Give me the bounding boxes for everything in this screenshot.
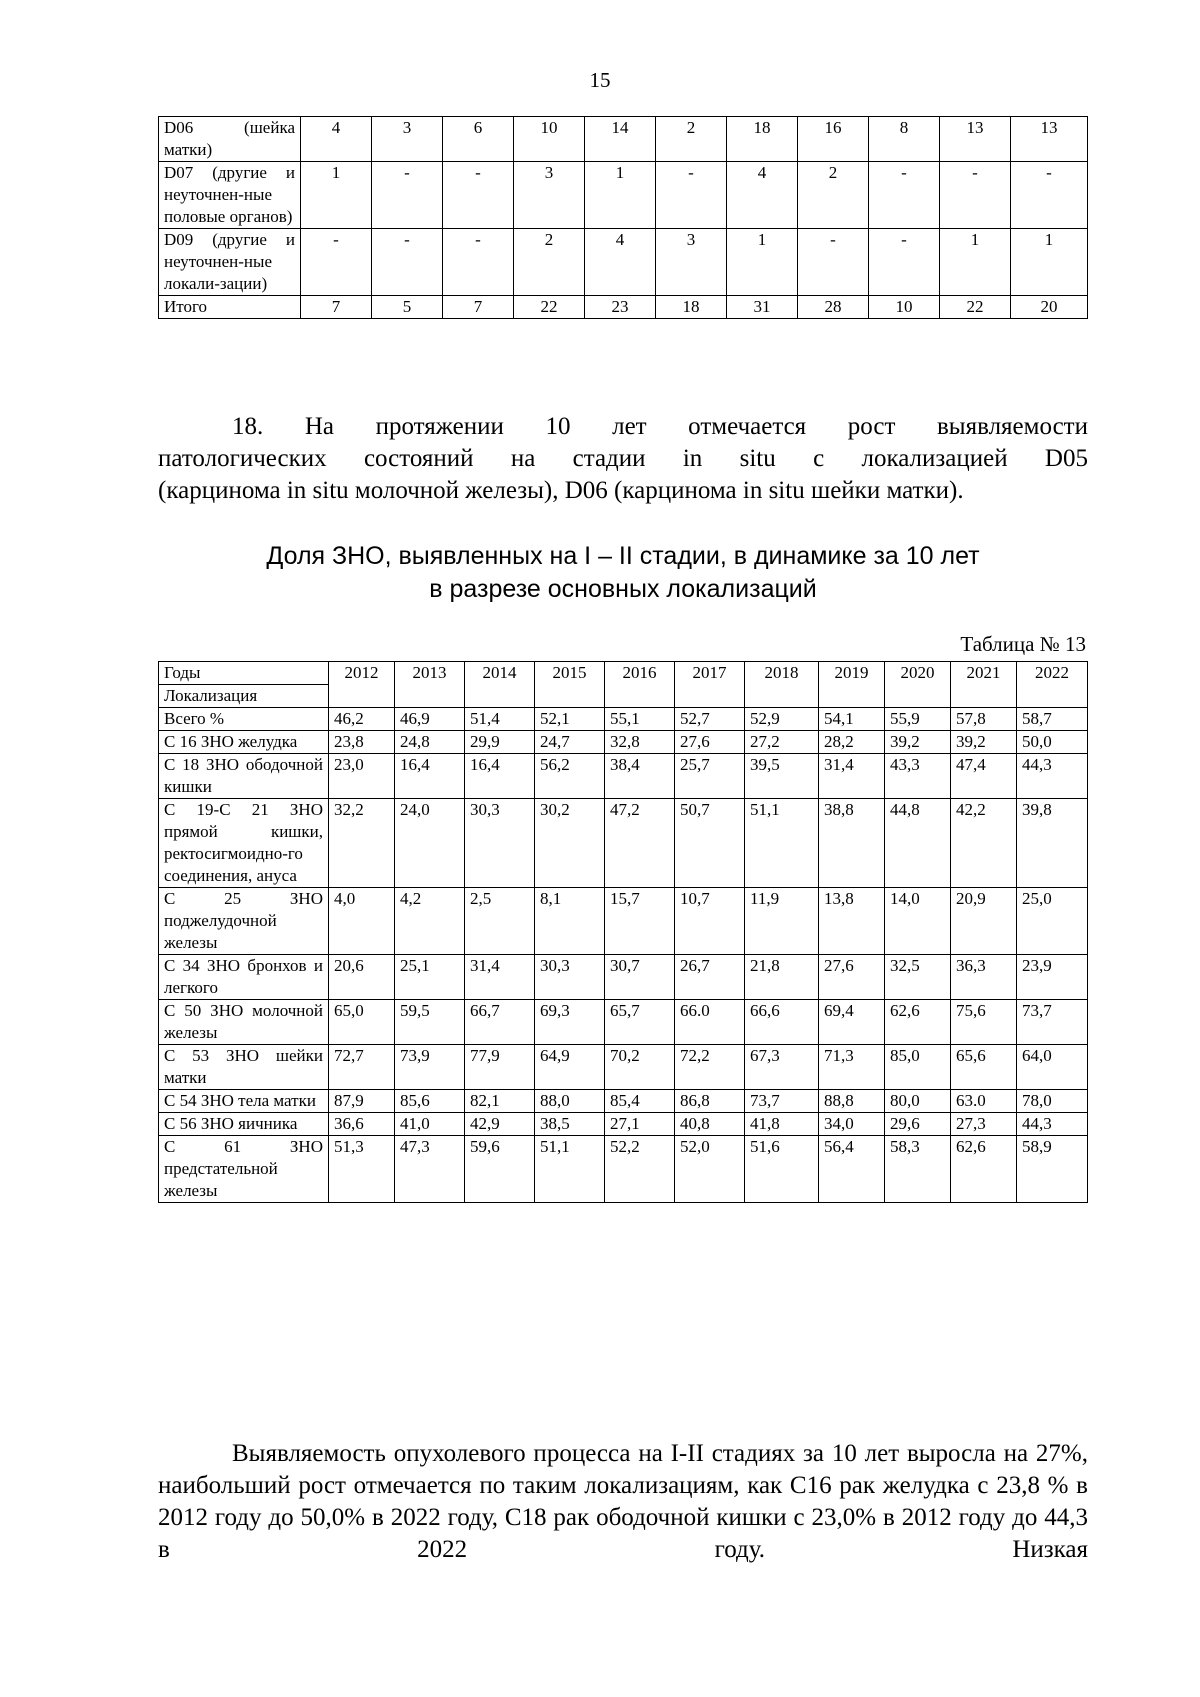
table-cell: 16,4 [465,754,535,799]
table-cell: 31 [727,296,798,319]
table-cell: 62,6 [951,1136,1017,1203]
row-label: С 18 ЗНО ободочной кишки [159,754,329,799]
table-cell: 50,0 [1017,731,1088,754]
table-cell: 52,0 [675,1136,745,1203]
paragraph-18 [158,411,1088,507]
table-row [159,731,1088,754]
table-row [159,296,1088,319]
table-cell: 66,7 [465,1000,535,1045]
row-label: D06 (шейка матки) [159,117,301,162]
table-cell: 72,7 [329,1045,395,1090]
row-label: Итого [159,296,301,319]
paragraph-18-line: 18. На протяжении 10 лет отмечается рост выявляемости [232,413,1088,440]
table-cell: 6 [443,117,514,162]
table-cell: 27,6 [819,955,885,1000]
table-cell: 59,6 [465,1136,535,1203]
table-cell: 30,7 [605,955,675,1000]
table-cell: 38,5 [535,1113,605,1136]
row-label: С 34 ЗНО бронхов и легкого [159,955,329,1000]
table-cell: 13,8 [819,888,885,955]
table-cell: 3 [514,162,585,229]
table-cell: 24,0 [395,799,465,888]
table-cell: 56,4 [819,1136,885,1203]
table-cell: 38,4 [605,754,675,799]
row-label: С 61 ЗНО предстательной железы [159,1136,329,1203]
table-cell: - [372,229,443,296]
table-cell: 56,2 [535,754,605,799]
table-cell: 13 [1011,117,1088,162]
table-cell: - [372,162,443,229]
table-cell: 24,7 [535,731,605,754]
table-cell: 67,3 [745,1045,819,1090]
table-cell: 25,1 [395,955,465,1000]
table-cell: 52,9 [745,708,819,731]
table-cell: 26,7 [675,955,745,1000]
table-cell: 80,0 [885,1090,951,1113]
row-label: С 56 ЗНО яичника [159,1113,329,1136]
table-cell: 23,9 [1017,955,1088,1000]
table-cell: 36,3 [951,955,1017,1000]
year-header: 2015 [535,662,605,708]
table-cell: 41,0 [395,1113,465,1136]
table-caption-line2: в разрезе основных локализаций [429,575,817,603]
table-cell: 51,6 [745,1136,819,1203]
table-cell: 46,2 [329,708,395,731]
row-label: С 53 ЗНО шейки матки [159,1045,329,1090]
table-cell: 10 [869,296,940,319]
table-row [159,1045,1088,1090]
table-row [159,799,1088,888]
table-cell: 41,8 [745,1113,819,1136]
table-cell: 64,9 [535,1045,605,1090]
table-cell: 77,9 [465,1045,535,1090]
table-cell: 2 [514,229,585,296]
table-row [159,162,1088,229]
table-cell: 16,4 [395,754,465,799]
table-cell: 16 [798,117,869,162]
table-cell: 18 [727,117,798,162]
table-cell: 73,7 [745,1090,819,1113]
table-cell: 27,1 [605,1113,675,1136]
table-cell: 23 [585,296,656,319]
table-cell: 58,3 [885,1136,951,1203]
row-label: Всего % [159,708,329,731]
row-label: С 25 ЗНО поджелудочной железы [159,888,329,955]
table-cell: 32,8 [605,731,675,754]
table-cell: - [656,162,727,229]
table-cell: 85,6 [395,1090,465,1113]
table-cell: 42,9 [465,1113,535,1136]
table-cell: 23,8 [329,731,395,754]
table-cell: 39,5 [745,754,819,799]
table-cell: 13 [940,117,1011,162]
table-cell: 39,2 [885,731,951,754]
table-cell: 1 [585,162,656,229]
table-cell: 28,2 [819,731,885,754]
in-situ-table [158,116,1088,319]
table-cell: 31,4 [819,754,885,799]
row-label: С 54 ЗНО тела матки [159,1090,329,1113]
header-years-label: Годы [159,662,329,685]
year-header: 2013 [395,662,465,708]
table-cell: 44,3 [1017,1113,1088,1136]
table-cell: 1 [727,229,798,296]
year-header: 2017 [675,662,745,708]
table-cell: 34,0 [819,1113,885,1136]
year-header: 2016 [605,662,675,708]
table-cell: 32,5 [885,955,951,1000]
table-row [159,1113,1088,1136]
table-cell: 3 [656,229,727,296]
table-row [159,888,1088,955]
table-number: Таблица № 13 [960,632,1086,656]
header-row [159,662,1088,685]
paragraph-18-line: патологических состояний на стадии in situ с локализацией D05 [158,445,1088,472]
table-cell: 2 [656,117,727,162]
table-row [159,955,1088,1000]
table-cell: 47,2 [605,799,675,888]
page-number: 15 [589,68,611,92]
table-cell: 63.0 [951,1090,1017,1113]
table-cell: 78,0 [1017,1090,1088,1113]
table-cell: 5 [372,296,443,319]
year-header: 2020 [885,662,951,708]
table-cell: 51,4 [465,708,535,731]
table-cell: 4 [585,229,656,296]
table-cell: 1 [940,229,1011,296]
table-cell: 18 [656,296,727,319]
table-cell: 2,5 [465,888,535,955]
table-cell: 2 [798,162,869,229]
table-cell: 64,0 [1017,1045,1088,1090]
table-cell: 7 [443,296,514,319]
table-cell: 28 [798,296,869,319]
table-cell: 62,6 [885,1000,951,1045]
table-cell: 69,3 [535,1000,605,1045]
table-cell: 88,0 [535,1090,605,1113]
table-cell: 8,1 [535,888,605,955]
table-cell: 24,8 [395,731,465,754]
row-label: С 16 ЗНО желудка [159,731,329,754]
table-cell: 4,2 [395,888,465,955]
row-label: D09 (другие и неуточнен-ные локали-зации) [159,229,301,296]
row-label: С 50 ЗНО молочной железы [159,1000,329,1045]
stage-share-table [158,661,1088,1203]
table-cell: 39,8 [1017,799,1088,888]
year-header: 2021 [951,662,1017,708]
table-cell: 14,0 [885,888,951,955]
table-cell: 25,0 [1017,888,1088,955]
year-header: 2014 [465,662,535,708]
table-cell: - [869,229,940,296]
table-cell: 85,0 [885,1045,951,1090]
table-cell: 87,9 [329,1090,395,1113]
table-cell: 66,6 [745,1000,819,1045]
table-cell: 44,3 [1017,754,1088,799]
table-cell: 30,3 [465,799,535,888]
table-cell: - [443,162,514,229]
table-cell: 22 [940,296,1011,319]
table-cell: 47,3 [395,1136,465,1203]
table-cell: 31,4 [465,955,535,1000]
table-cell: 75,6 [951,1000,1017,1045]
table-cell: 8 [869,117,940,162]
paragraph-conclusion [158,1438,1088,1566]
table-row [159,1136,1088,1203]
table-cell: 65,7 [605,1000,675,1045]
table-cell: 11,9 [745,888,819,955]
table-cell: 29,9 [465,731,535,754]
table-row [159,708,1088,731]
table-cell: 58,7 [1017,708,1088,731]
table-cell: 54,1 [819,708,885,731]
table-cell: 50,7 [675,799,745,888]
table-cell: 10,7 [675,888,745,955]
table-cell: 85,4 [605,1090,675,1113]
table-cell: 30,3 [535,955,605,1000]
table-cell: 65,6 [951,1045,1017,1090]
table-cell: 46,9 [395,708,465,731]
table-cell: 22 [514,296,585,319]
table-caption-line1: Доля ЗНО, выявленных на I – II стадии, в динамике за 10 лет [266,542,980,570]
table-row [159,1090,1088,1113]
table-cell: 10 [514,117,585,162]
table-cell: - [940,162,1011,229]
table-cell: 70,2 [605,1045,675,1090]
table-cell: - [301,229,372,296]
table-cell: 42,2 [951,799,1017,888]
table-cell: - [798,229,869,296]
table-cell: 88,8 [819,1090,885,1113]
table-cell: 27,2 [745,731,819,754]
table-cell: 1 [301,162,372,229]
table-cell: 14 [585,117,656,162]
table-cell: 7 [301,296,372,319]
table-cell: 4,0 [329,888,395,955]
table-cell: 55,1 [605,708,675,731]
table-cell: 27,6 [675,731,745,754]
table-cell: 44,8 [885,799,951,888]
table-row [159,229,1088,296]
row-label: D07 (другие и неуточнен-ные половые органов) [159,162,301,229]
table-cell: 51,1 [745,799,819,888]
table-cell: 29,6 [885,1113,951,1136]
table-cell: 30,2 [535,799,605,888]
table-cell: 32,2 [329,799,395,888]
table-cell: 36,6 [329,1113,395,1136]
table-cell: 20,6 [329,955,395,1000]
table-cell: 4 [301,117,372,162]
table-cell: 72,2 [675,1045,745,1090]
table-cell: 1 [1011,229,1088,296]
paragraph-conclusion-text: Выявляемость опухолевого процесса на I-II стадиях за 10 лет выросла на 27%, наибольший рост отмечается по таким локализациям, как С16 рак желудка с 23,8 % в 2012 году до 50,0% в 2022 году, С18 рак ободочной кишки с 23,0% в 2012 году до 44,3 в 2022 году. Низкая [158,1440,1088,1563]
table-cell: 27,3 [951,1113,1017,1136]
table-cell: 43,3 [885,754,951,799]
table-cell: 73,9 [395,1045,465,1090]
row-label: С 19-С 21 ЗНО прямой кишки, ректосигмоидно-го соединения, ануса [159,799,329,888]
table-cell: 71,3 [819,1045,885,1090]
paragraph-18-line: (карцинома in situ молочной железы), D06 (карцинома in situ шейки матки). [158,477,964,504]
table-cell: 66.0 [675,1000,745,1045]
header-localization-label: Локализация [159,685,329,708]
table-row [159,754,1088,799]
table-cell: 55,9 [885,708,951,731]
year-header: 2012 [329,662,395,708]
table-cell: 58,9 [1017,1136,1088,1203]
table-cell: 15,7 [605,888,675,955]
table-cell: 4 [727,162,798,229]
table-cell: 69,4 [819,1000,885,1045]
table-cell: - [869,162,940,229]
table-cell: 51,1 [535,1136,605,1203]
table-cell: 3 [372,117,443,162]
year-header: 2022 [1017,662,1088,708]
table-cell: - [1011,162,1088,229]
year-header: 2019 [819,662,885,708]
table-cell: 23,0 [329,754,395,799]
table-row [159,117,1088,162]
table-cell: 52,1 [535,708,605,731]
table-cell: 51,3 [329,1136,395,1203]
table-cell: 39,2 [951,731,1017,754]
table-cell: 20,9 [951,888,1017,955]
table-cell: 86,8 [675,1090,745,1113]
table-cell: 21,8 [745,955,819,1000]
table-cell: 73,7 [1017,1000,1088,1045]
table-cell: 52,7 [675,708,745,731]
table-cell: 82,1 [465,1090,535,1113]
table-cell: 57,8 [951,708,1017,731]
year-header: 2018 [745,662,819,708]
table-cell: 65,0 [329,1000,395,1045]
table-cell: 59,5 [395,1000,465,1045]
table-cell: 52,2 [605,1136,675,1203]
table-cell: 47,4 [951,754,1017,799]
table-cell: 40,8 [675,1113,745,1136]
table-row [159,1000,1088,1045]
table-cell: 38,8 [819,799,885,888]
table-cell: - [443,229,514,296]
table-cell: 20 [1011,296,1088,319]
table-cell: 25,7 [675,754,745,799]
